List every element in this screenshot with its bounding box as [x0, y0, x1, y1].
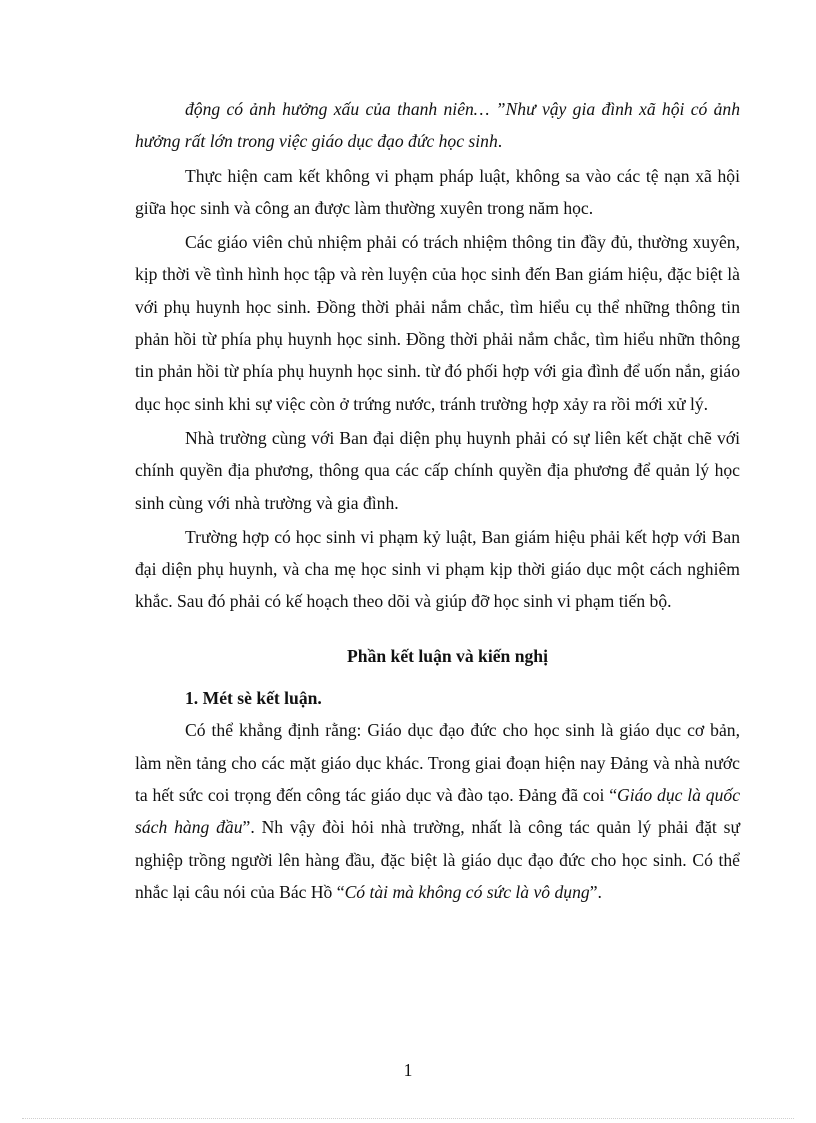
conclusion-text-3: ”.: [589, 881, 602, 902]
paragraph-school-coordination: Nhà trường cùng với Ban đại diện phụ huynh phải có sự liên kết chặt chẽ với chính quyền địa phương, thông qua các cấp chính quyền địa phương để quản lý học sinh cùng với nhà trường và gia đình.: [135, 427, 740, 513]
quote-tail: động có ảnh hưởng xấu của thanh niên… ”: [185, 99, 506, 119]
conclusion-quote-1: Giáo dục là quốc sách hàng đầu: [135, 784, 740, 838]
subsection-heading: 1. Mét sè kết luận.: [185, 688, 322, 709]
paragraph-commitment: Thực hiện cam kết không vi phạm pháp luật, không sa vào các tệ nạn xã hội giữa học sinh và công an được làm thường xuyên trong năm học.: [135, 165, 740, 218]
quote-period: .: [497, 131, 503, 152]
page-footer-divider: [22, 1118, 794, 1119]
document-body: [135, 93, 740, 908]
conclusion-text-2: ”. Nh vậy đòi hỏi nhà trường, nhất là công tác quản lý phải đặt sự nghiệp trồng người lên hàng đầu, đặc biệt là giáo dục đạo đức cho học sinh. Có thể nhắc lại câu nói của Bác Hồ “: [135, 817, 741, 902]
page-number: 1: [403, 1060, 413, 1080]
conclusion-quote-2: Có tài mà không có sức là vô dụng: [344, 881, 590, 902]
paragraph-conclusion: [135, 714, 740, 908]
conclusion-text-1: Có thể khẳng định rằng: Giáo dục đạo đức cho học sinh là giáo dục cơ bản, làm nền tảng cho các mặt giáo dục khác. Trong giai đoạn hiện nay Đảng và nhà nước ta hết sức coi trọng đến công tác giáo dục và đào tạo. Đảng đã coi “: [135, 720, 740, 805]
quote-conclusion: Như vậy gia đình xã hội có ảnh hưởng rất lớn trong việc giáo dục đạo đức học sinh: [135, 99, 740, 152]
paragraph-discipline: Trường hợp có học sinh vi phạm kỷ luật, Ban giám hiệu phải kết hợp với Ban đại diện phụ huynh, và cha mẹ học sinh vi phạm kịp thời giáo dục một cách nghiêm khắc. Sau đó phải có kế hoạch theo dõi và giúp đỡ học sinh vi phạm tiến bộ.: [135, 526, 740, 612]
section-heading: Phần kết luận và kiến nghị: [347, 645, 548, 666]
paragraph-teachers: Các giáo viên chủ nhiệm phải có trách nhiệm thông tin đầy đủ, thường xuyên, kịp thời về tình hình học tập và rèn luyện của học sinh đến Ban giám hiệu, đặc biệt là với phụ huynh học sinh. Đồng thời phải nắm chắc, tìm hiểu cụ thể những thông tin phản hồi từ phía phụ huynh học sinh. Đồng thời phải nắm chắc, tìm hiểu nhữn thông tin phản hồi từ phía phụ huynh học sinh. từ đó phối hợp với gia đình để uốn nắn, giáo dục học sinh khi sự việc còn ở trứng nước, tránh trường hợp xảy ra rồi mới xử lý.: [135, 232, 740, 414]
paragraph-quote-continuation: [135, 93, 740, 158]
